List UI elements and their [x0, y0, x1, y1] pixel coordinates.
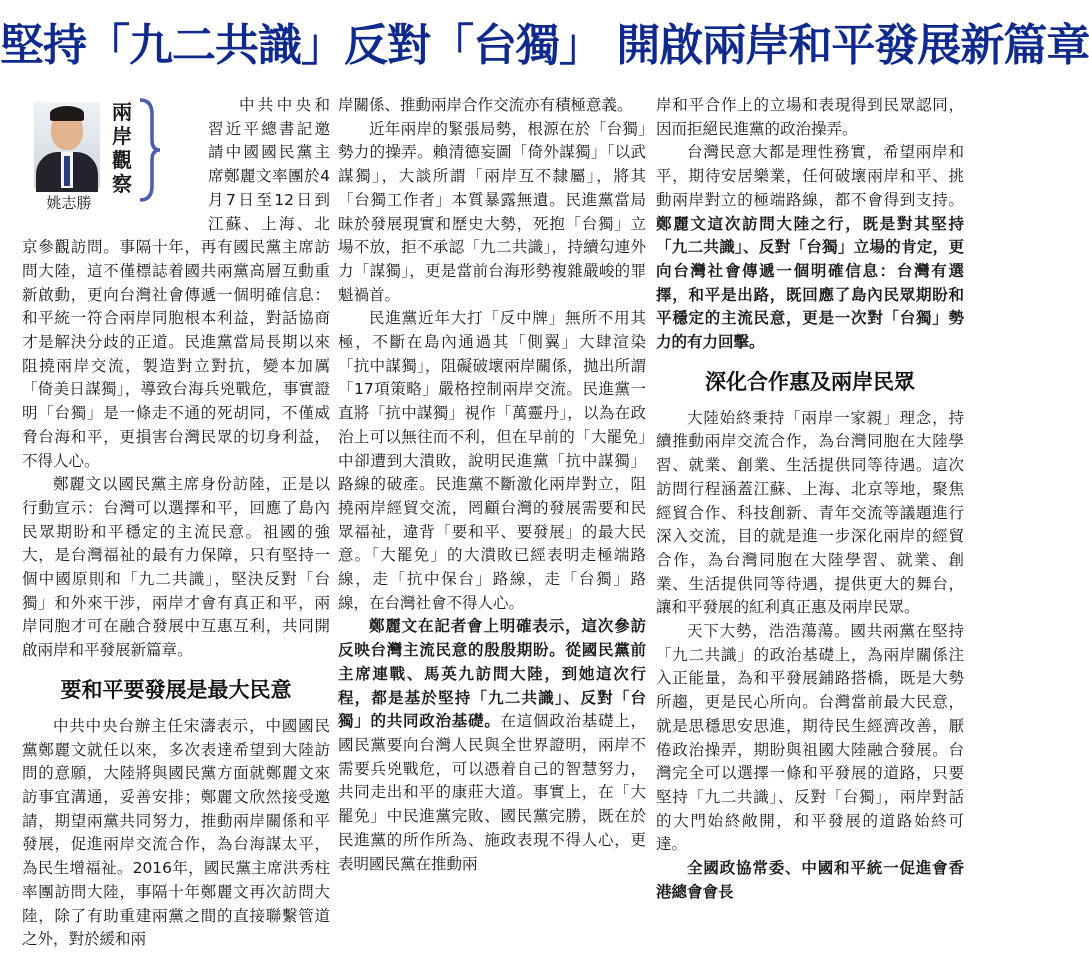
article-paragraph: 民進黨近年大打「反中牌」無所不用其極，不斷在島內通過其「側翼」大肆渲染「抗中謀獨」，阻礙破壞兩岸關係，拋出所謂「17項策略」嚴格控制兩岸交流。民進黨一直將「抗中謀獨」視作「萬靈丹」，以為在政治上可以無往而不利，但在早前的「大罷免」中卻遭到大潰敗，說明民進黨「抗中謀獨」路線的破產。民進黨不斷激化兩岸對立，阻撓兩岸經貿交流，罔顧台灣的發展需要和民眾福祉，違背「要和平、要發展」的最大民意。「大罷免」的大潰敗已經表明走極端路線，走「抗中保台」路線，走「台獨」路線，在台灣社會不得人心。 — [338, 309, 646, 612]
bold-statement: 鄭麗文在記者會上明確表示，這次參訪反映台灣主流民意的殷殷期盼。從國民黨前主席連戰、馬英九訪問大陸，到她這次行程，都是基於堅持「九二共識」、反對「台獨」的共同政治基礎。 — [338, 617, 646, 731]
article-paragraph: 中共中央和習近平總書記邀請中國國民黨主席鄭麗文率團於4月7日至12日到江蘇、上海、北京參觀訪問。事隔十年，再有國民黨主席訪問大陸，這不僅標誌着國共兩黨高層互動重新啟動，更向台灣社會傳遞一個明確信息：和平統一符合兩岸同胞根本利益，對話協商才是解決分歧的正道。民進黨當局長期以來阻撓兩岸交流，製造對立對抗，變本加厲「倚美日謀獨」，導致台海兵兇戰危，事實證明「台獨」是一條走不通的死胡同，不僅威脅台海和平，更損害台灣民眾的切身利益，不得人心。 — [22, 96, 330, 470]
article-paragraph — [656, 141, 964, 354]
article-paragraph: 岸關係、推動兩岸合作交流亦有積極意義。 — [338, 96, 633, 114]
brace-decoration — [136, 96, 162, 204]
subheading: 要和平要發展是最大民意 — [60, 677, 292, 702]
article-paragraph: 近年兩岸的緊張局勢，根源在於「台獨」勢力的操弄。賴清德妄圖「倚外謀獨」「以武謀獨」，大談所謂「兩岸互不隸屬」，將其「台獨工作者」本質暴露無遺。民進黨當局昧於發展現實和歷史大勢，死抱「台獨」立場不放，拒不承認「九二共識」，持續勾連外力「謀獨」，更是當前台海形勢複雜嚴峻的罪魁禍首。 — [338, 119, 646, 304]
column-3 — [656, 94, 964, 905]
article-text: 在這個政治基礎上，國民黨要向台灣人民與全世界證明，兩岸不需要兵兇戰危，可以憑着自己的智慧努力，共同走出和平的康莊大道。事實上，在「大罷免」中民進黨完敗、國民黨完勝，既在於民進黨的所作所為、施政表現不得人心，更表明國民黨在推動兩 — [338, 712, 646, 873]
author-name: 姚志勝 — [46, 194, 92, 212]
article-paragraph — [338, 615, 646, 876]
column-1 — [22, 94, 330, 952]
column-2 — [338, 94, 646, 876]
article-paragraph: 天下大勢，浩浩蕩蕩。國共兩黨在堅持「九二共識」的政治基礎上，為兩岸關係注入正能量，為和平發展鋪路搭橋，既是大勢所趨，更是民心所向。台灣當前最大民意，就是思穩思安思進，期待民生經濟改善，厭倦政治操弄，期盼與祖國大陸融合發展。台灣完全可以選擇一條和平發展的道路，只要堅持「九二共識」、反對「台獨」，兩岸對話的大門始終敞開，和平發展的道路始終可達。 — [656, 622, 964, 854]
headline: 堅持「九二共識」反對「台獨」 開啟兩岸和平發展新篇章 — [0, 20, 1089, 71]
article-paragraph: 中共中央台辦主任宋濤表示，中國國民黨鄭麗文就任以來，多次表達希望到大陸訪問的意願，大陸將與國民黨方面就鄭麗文來訪事宜溝通，妥善安排；鄭麗文欣然接受邀請，期望兩黨共同努力，推動兩岸關係和平發展，促進兩岸交流合作，為台海謀太平，為民生增福祉。2016年，國民黨主席洪秀柱率團訪問大陸，事隔十年鄭麗文再次訪問大陸，除了有助重建兩黨之間的直接聯繫管道之外，對於緩和兩 — [22, 716, 330, 949]
article-paragraph: 大陸始終秉持「兩岸一家親」理念，持續推動兩岸交流合作，為台灣同胞在大陸學習、就業、創業、生活提供同等待遇。這次訪問行程涵蓋江蘇、上海、北京等地，聚焦經貿合作、科技創新、青年交流等議題進行深入交流，目的就是進一步深化兩岸的經貿合作，為台灣同胞在大陸學習、就業、創業、生活提供同等待遇，提供更大的舞台，讓和平發展的紅利真正惠及兩岸民眾。 — [656, 408, 964, 617]
article-paragraph: 鄭麗文以國民黨主席身份訪陸，正是以行動宣示：台灣可以選擇和平，回應了島內民眾期盼和平穩定的主流民意。祖國的強大，是台灣福祉的最有力保障，只有堅持一個中國原則和「九二共識」，堅決反對「台獨」和外來干涉，兩岸才會有真正和平，兩岸同胞才可在融合發展中互惠互利，共同開啟兩岸和平發展新篇章。 — [22, 475, 330, 660]
article-text: 台灣民意大都是理性務實，希望兩岸和平，期待安居樂業，任何破壞兩岸和平、挑動兩岸對立的極端路線，都不會得到支持。 — [656, 143, 964, 209]
author-photo — [34, 102, 100, 188]
bold-statement: 鄭麗文這次訪問大陸之行，既是對其堅持「九二共識」、反對「台獨」立場的肯定，更向台灣社會傳遞一個明確信息：台灣有選擇，和平是出路，既回應了島內民眾期盼和平穩定的主流民意，更是一次對「台獨」勢力的有力回擊。 — [656, 214, 964, 352]
author-signature: 全國政協常委、中國和平統一促進會香港總會會長 — [656, 859, 964, 901]
author-box — [22, 94, 202, 220]
column-title: 兩岸觀察 — [112, 100, 132, 196]
article-paragraph: 岸和平合作上的立場和表現得到民眾認同，因而拒絕民進黨的政治操弄。 — [656, 96, 964, 138]
subheading: 深化合作惠及兩岸民眾 — [705, 369, 915, 394]
